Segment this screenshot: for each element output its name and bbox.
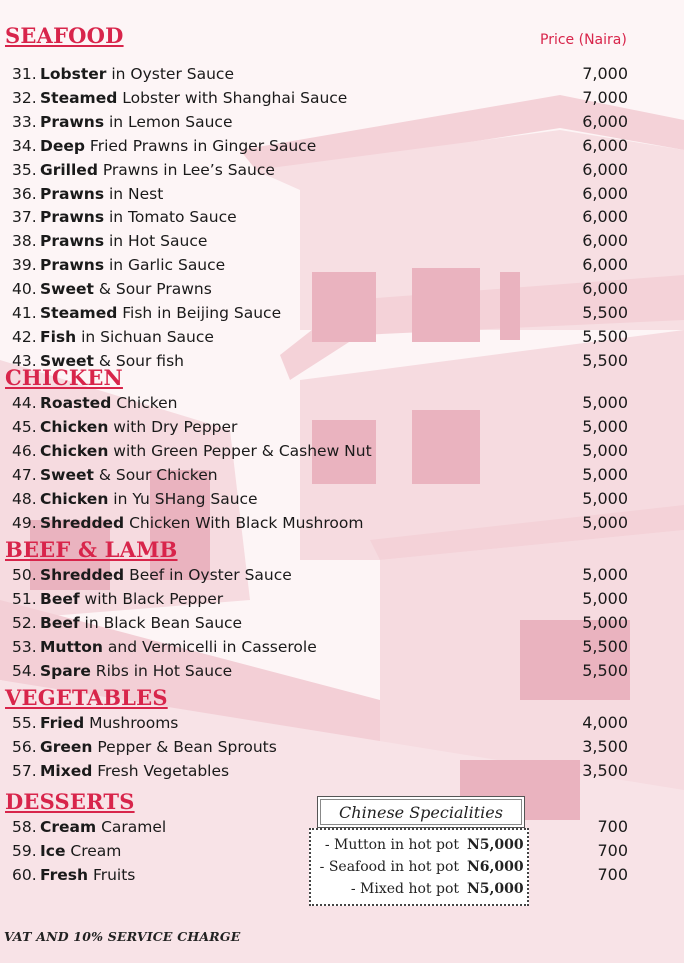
menu-item-name-rest: & Sour Prawns [93,280,212,299]
menu-item-name [40,611,624,635]
section-heading: VEGETABLES [5,685,168,710]
menu-item-price: 700 [597,817,628,836]
menu-item-name-rest: Cream [65,842,122,860]
menu-item [12,158,628,182]
menu-item-name-bold: Green [40,738,93,756]
menu-item [12,711,628,735]
menu-item-name-rest: in Nest [104,184,164,203]
menu-item-name [40,301,624,325]
menu-item-name-bold: Beef [40,589,80,608]
section-heading: CHICKEN [5,365,123,390]
menu-item-name [40,587,624,611]
menu-item-name-rest: Pepper & Bean Sprouts [92,738,277,756]
specials-item-price: N5,000 [467,837,524,853]
menu-item-number: 59. [12,842,37,860]
menu-item-name-bold: Prawns [40,208,105,227]
menu-item-name [40,711,624,735]
menu-item-price: 3,500 [582,761,628,780]
menu-item-name-bold: Mutton [40,637,103,656]
menu-item-name [40,463,624,487]
menu-item-name [40,325,624,349]
menu-item-price: 5,000 [582,416,628,436]
menu-item-number: 33. [12,112,37,131]
menu-item-number: 44. [12,394,37,412]
menu-item [12,635,628,659]
menu-item [12,415,628,439]
menu-item-name [40,110,624,134]
menu-item-price: 6,000 [582,255,628,275]
menu-item-number: 31. [12,65,37,83]
menu-item [12,391,628,415]
menu-item-name-rest: Lobster with Shanghai Sauce [117,88,348,107]
menu-item-price: 5,500 [582,326,628,346]
menu-item-name-bold: Beef [40,613,80,632]
menu-item-number: 53. [12,637,37,656]
menu-item-number: 57. [12,762,37,780]
specials-item [311,878,523,900]
specials-item [311,856,523,878]
menu-item-name [40,86,624,110]
menu-item-name [40,158,624,182]
menu-item-price: 6,000 [582,231,628,251]
menu-item-name-rest: and Vermicelli in Casserole [102,637,317,656]
menu-item-name-rest: Fruits [88,866,136,884]
menu-item-name-bold: Mixed [40,762,93,780]
menu-item [12,759,628,783]
section-heading: BEEF & LAMB [5,537,178,562]
menu-item-name-bold: Shredded [40,566,125,584]
menu-item-name-bold: Chicken [40,441,109,460]
menu-item-name [40,563,624,587]
menu-item-name-bold: Cream [40,818,97,836]
menu-item-name [40,391,624,415]
menu-item-number: 58. [12,818,37,836]
menu-item-price: 6,000 [582,111,628,131]
menu-item-number: 41. [12,304,37,322]
menu-item-number: 48. [12,489,37,508]
menu-item-price: 4,000 [582,713,628,732]
menu-item-number: 34. [12,136,37,155]
menu-item-price: 7,000 [582,87,628,107]
menu-item [12,205,628,229]
menu-item-price: 6,000 [582,183,628,203]
menu-item-price: 5,500 [582,660,628,680]
menu-item [12,277,628,301]
menu-item-price: 5,500 [582,350,628,370]
menu-item-name-bold: Steamed [40,88,118,107]
menu-item-number: 56. [12,738,37,756]
menu-item-name-bold: Fresh [40,866,89,884]
menu-item-name-bold: Chicken [40,417,109,436]
menu-item-name-rest: in Hot Sauce [104,232,208,251]
menu-item [12,659,628,683]
menu-item [12,134,628,158]
menu-item-name-rest: in Oyster Sauce [106,65,234,83]
menu-item-name-rest: Beef in Oyster Sauce [124,566,292,584]
menu-item-name-rest: & Sour fish [93,351,184,370]
menu-item-name [40,415,624,439]
menu-item-name [40,487,624,511]
menu-item-price: 5,000 [582,464,628,484]
menu-item-name-bold: Sweet [40,280,94,299]
menu-item-number: 39. [12,256,37,275]
menu-item-name-rest: with Black Pepper [79,589,224,608]
menu-item-number: 51. [12,589,37,608]
menu-item-name [40,277,624,301]
menu-item [12,563,628,587]
menu-item-price: 3,500 [582,737,628,756]
menu-item-price: 6,000 [582,207,628,227]
menu-item-price: 5,000 [582,612,628,632]
menu-item-number: 50. [12,566,37,584]
menu-item-price: 6,000 [582,279,628,299]
price-column-header: Price (Naira) [540,32,627,48]
menu-item-number: 45. [12,417,37,436]
menu-item-name-rest: Mushrooms [84,714,179,732]
menu-item [12,182,628,206]
menu-item [12,110,628,134]
menu-item-name-rest: Ribs in Hot Sauce [90,661,233,680]
menu-item-number: 54. [12,661,37,680]
menu-item-number: 40. [12,280,37,299]
menu-item-name [40,229,624,253]
menu-item-name [40,349,624,373]
specials-item-name: - Mixed hot pot [350,881,459,897]
menu-item [12,301,628,325]
menu-item [12,587,628,611]
menu-item-name-rest: in Sichuan Sauce [76,327,214,346]
menu-item-name-rest: Fish in Beijing Sauce [117,304,282,322]
menu-item-name [40,134,624,158]
menu-item-name-rest: with Dry Pepper [108,417,238,436]
specials-item-name: - Seafood in hot pot [319,859,459,875]
menu-item-number: 36. [12,184,37,203]
menu-item-name-bold: Lobster [40,65,107,83]
specials-item-price: N5,000 [467,881,524,897]
menu-item-price: 5,000 [582,588,628,608]
menu-item-name-bold: Fried [40,714,85,732]
specials-title: Chinese Specialities [317,796,525,828]
menu-item-name-rest: Fried Prawns in Ginger Sauce [85,136,317,155]
menu-item-name [40,253,624,277]
menu-item [12,611,628,635]
menu-item-number: 32. [12,88,37,107]
menu-item-number: 35. [12,160,37,179]
specials-item-name: - Mutton in hot pot [324,837,459,853]
menu-item-name-bold: Chicken [40,489,109,508]
menu-item-number: 55. [12,714,37,732]
menu-item-name-bold: Prawns [40,256,105,275]
menu-item-price: 5,000 [582,488,628,508]
menu-item-name [40,659,624,683]
menu-item-name-bold: Grilled [40,160,98,179]
menu-item-price: 700 [597,865,628,884]
menu-item-name [40,635,624,659]
menu-item-price: 5,500 [582,636,628,656]
menu-item-name [40,439,624,463]
menu-item-name-bold: Steamed [40,304,118,322]
menu-item-price: 6,000 [582,135,628,155]
menu-item-name-rest: in Black Bean Sauce [79,613,243,632]
menu-item-name-rest: in Yu SHang Sauce [108,489,258,508]
menu-item-price: 5,500 [582,303,628,322]
footer-note: VAT AND 10% SERVICE CHARGE [4,929,241,944]
menu-item-name-rest: with Green Pepper & Cashew Nut [108,441,372,460]
menu-item [12,439,628,463]
menu-item-number: 37. [12,208,37,227]
menu-item-price: 5,000 [582,440,628,460]
menu-item-price: 6,000 [582,159,628,179]
menu-item-number: 38. [12,232,37,251]
menu-item-name-rest: Chicken [111,394,178,412]
menu-item-number: 42. [12,327,37,346]
menu-item-name-bold: Sweet [40,351,94,370]
menu-item-name-bold: Ice [40,842,66,860]
specials-item-price: N6,000 [467,859,524,875]
menu-item-number: 60. [12,866,37,884]
chinese-specialities-box [309,796,529,906]
menu-item [12,325,628,349]
menu-item-name-rest: Fresh Vegetables [92,762,230,780]
menu-item-number: 46. [12,441,37,460]
menu-item-name [40,205,624,229]
menu-item-name-rest: in Lemon Sauce [104,112,233,131]
menu-item-name-rest: Caramel [96,818,167,836]
menu-item-price: 5,000 [582,393,628,412]
menu-item-name-bold: Sweet [40,465,94,484]
menu-item-name [40,62,624,86]
menu-item-name-rest: Prawns in Lee’s Sauce [97,160,275,179]
menu-item [12,735,628,759]
menu-item-name-bold: Roasted [40,394,112,412]
menu-item [12,86,628,110]
menu-item-name-bold: Prawns [40,112,105,131]
menu-item-price: 5,000 [582,512,628,532]
menu-item-price: 5,000 [582,565,628,584]
menu-item-price: 700 [597,841,628,860]
menu-item-name-bold: Shredded [40,513,125,532]
menu-item-number: 43. [12,351,37,370]
menu-item-name-bold: Prawns [40,232,105,251]
section-heading: DESSERTS [5,789,135,814]
menu-item-name [40,182,624,206]
menu-item-number: 47. [12,465,37,484]
specials-item [311,834,523,856]
menu-item-name-bold: Spare [40,661,91,680]
menu-item-name-rest: in Tomato Sauce [104,208,237,227]
menu-item-name-bold: Prawns [40,184,105,203]
menu-item-name-bold: Deep [40,136,85,155]
specials-list [309,828,529,906]
menu-item-name-rest: Chicken With Black Mushroom [124,513,364,532]
menu-item [12,253,628,277]
menu-item [12,229,628,253]
menu-item [12,62,628,86]
menu-item [12,463,628,487]
menu-item [12,487,628,511]
menu-item-name [40,511,624,535]
menu-item-name [40,735,624,759]
menu-item-name-bold: Fish [40,327,77,346]
menu-item-price: 7,000 [582,64,628,83]
section-heading: SEAFOOD [5,23,124,48]
menu-item [12,511,628,535]
menu-item-number: 49. [12,513,37,532]
menu-item-name-rest: & Sour Chicken [93,465,218,484]
menu-item-number: 52. [12,613,37,632]
menu-item-name [40,759,624,783]
menu-item-name-rest: in Garlic Sauce [104,256,226,275]
